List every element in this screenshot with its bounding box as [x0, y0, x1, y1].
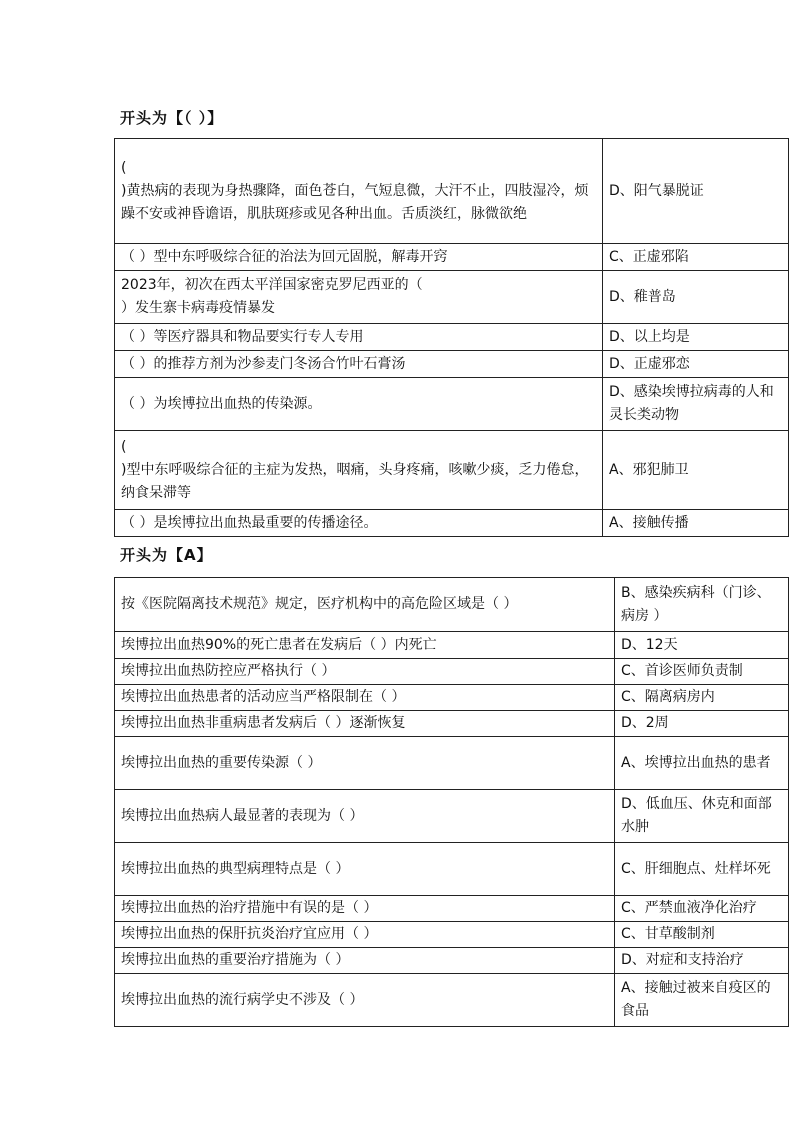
table-row — [115, 378, 789, 431]
question-cell: 2023年，初次在西太平洋国家密克罗尼西亚的（ ）发生寨卡病毒疫情暴发 — [115, 271, 603, 324]
table-row — [115, 659, 789, 685]
answer-cell: C、肝细胞点、灶样坏死 — [615, 843, 789, 896]
question-cell: （ ）为埃博拉出血热的传染源。 — [115, 378, 603, 431]
answer-cell: D、12天 — [615, 632, 789, 659]
question-cell: 埃博拉出血热的重要传染源（ ） — [115, 737, 615, 790]
answer-cell: C、正虚邪陷 — [603, 244, 789, 271]
table-row — [115, 711, 789, 737]
question-cell: 埃博拉出血热的重要治疗措施为（ ） — [115, 948, 615, 974]
table-row — [115, 948, 789, 974]
table-row — [115, 271, 789, 324]
question-cell: 埃博拉出血热病人最显著的表现为（ ） — [115, 790, 615, 843]
table-row — [115, 244, 789, 271]
answer-cell: A、接触传播 — [603, 510, 789, 537]
table-row — [115, 790, 789, 843]
table-row — [115, 737, 789, 790]
question-table-2 — [114, 577, 789, 1027]
answer-cell: D、低血压、休克和面部水肿 — [615, 790, 789, 843]
answer-cell: D、2周 — [615, 711, 789, 737]
answer-cell: C、严禁血液净化治疗 — [615, 896, 789, 922]
answer-cell: B、感染疾病科（门诊、病房 ） — [615, 578, 789, 632]
table-row — [115, 510, 789, 537]
question-cell: 埃博拉出血热的治疗措施中有误的是（ ） — [115, 896, 615, 922]
answer-cell: D、感染埃博拉病毒的人和灵长类动物 — [603, 378, 789, 431]
section-heading-1: 开头为【（ ）】 — [120, 109, 224, 127]
table-row — [115, 843, 789, 896]
table-row — [115, 685, 789, 711]
answer-cell: D、以上均是 — [603, 324, 789, 351]
answer-cell: A、埃博拉出血热的患者 — [615, 737, 789, 790]
table-row — [115, 632, 789, 659]
question-cell: 按《医院隔离技术规范》规定，医疗机构中的高危险区域是（ ） — [115, 578, 615, 632]
answer-cell: C、隔离病房内 — [615, 685, 789, 711]
answer-cell: D、稚普岛 — [603, 271, 789, 324]
question-cell: 埃博拉出血热的流行病学史不涉及（ ） — [115, 974, 615, 1027]
answer-cell: D、正虚邪恋 — [603, 351, 789, 378]
table-row — [115, 974, 789, 1027]
answer-cell: A、接触过被来自疫区的食品 — [615, 974, 789, 1027]
question-cell: 埃博拉出血热的保肝抗炎治疗宜应用（ ） — [115, 922, 615, 948]
table-row — [115, 922, 789, 948]
table-row — [115, 431, 789, 510]
question-table-1 — [114, 138, 789, 537]
question-cell: ( )型中东呼吸综合征的主症为发热，咽痛，头身疼痛，咳嗽少痰，乏力倦怠，纳食呆滞等 — [115, 431, 603, 510]
table-row — [115, 896, 789, 922]
question-cell: （ ）型中东呼吸综合征的治法为回元固脱，解毒开窍 — [115, 244, 603, 271]
question-cell: 埃博拉出血热的典型病理特点是（ ） — [115, 843, 615, 896]
section-heading-2: 开头为【A】 — [120, 546, 213, 564]
table-row — [115, 324, 789, 351]
question-cell: 埃博拉出血热90%的死亡患者在发病后（ ）内死亡 — [115, 632, 615, 659]
answer-cell: D、对症和支持治疗 — [615, 948, 789, 974]
answer-cell: A、邪犯肺卫 — [603, 431, 789, 510]
table-row — [115, 578, 789, 632]
table-row — [115, 139, 789, 244]
question-cell: 埃博拉出血热非重病患者发病后（ ）逐渐恢复 — [115, 711, 615, 737]
table-row — [115, 351, 789, 378]
question-cell: ( )黄热病的表现为身热骤降，面色苍白，气短息微，大汗不止，四肢湿冷，烦躁不安或神昏谵语，肌肤斑疹或见各种出血。舌质淡红，脉微欲绝 — [115, 139, 603, 244]
question-cell: 埃博拉出血热防控应严格执行（ ） — [115, 659, 615, 685]
answer-cell: C、甘草酸制剂 — [615, 922, 789, 948]
question-cell: （ ）等医疗器具和物品要实行专人专用 — [115, 324, 603, 351]
answer-cell: C、首诊医师负责制 — [615, 659, 789, 685]
question-cell: （ ）的推荐方剂为沙参麦门冬汤合竹叶石膏汤 — [115, 351, 603, 378]
question-cell: 埃博拉出血热患者的活动应当严格限制在（ ） — [115, 685, 615, 711]
question-cell: （ ）是埃博拉出血热最重要的传播途径。 — [115, 510, 603, 537]
answer-cell: D、阳气暴脱证 — [603, 139, 789, 244]
